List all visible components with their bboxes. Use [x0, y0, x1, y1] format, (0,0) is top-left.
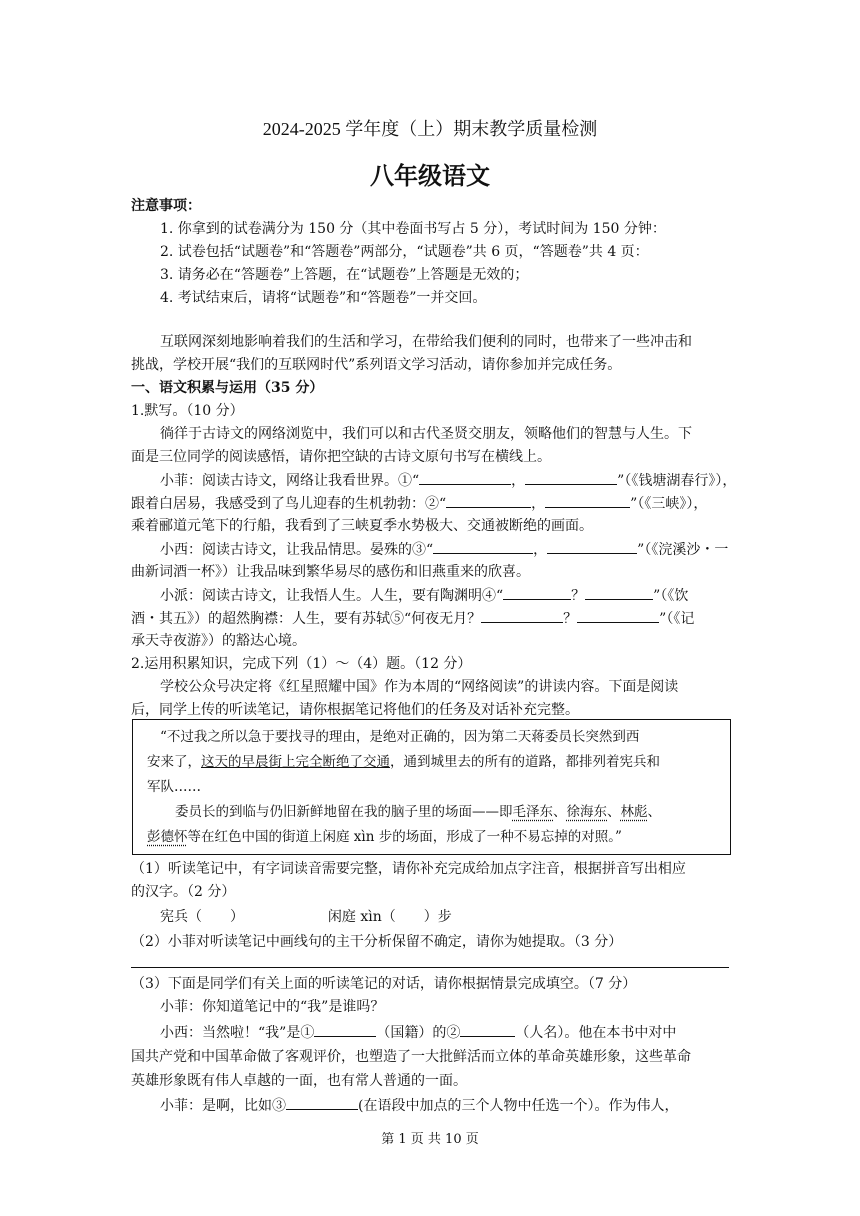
notice-heading: 注意事项： — [131, 198, 201, 214]
dotted-name: 徐海东 — [566, 804, 607, 820]
q1-xiaofei-line: 小菲：阅读古诗文，网络让我看世界。①“ ， ”（《钱塘湖春行》）， — [160, 469, 760, 493]
answer-blank[interactable] — [446, 492, 531, 508]
q1-xiaofei-line: 跟着白居易，我感受到了鸟儿迎春的生机勃勃：②“ ， ”（《三峡》）， — [131, 492, 731, 516]
q1-xiaoxi-line: 小西：阅读古诗文，让我品情思。晏殊的③“ ， ”（《浣溪沙・一 — [160, 538, 760, 562]
dotted-name: 彭德怀 — [147, 829, 188, 845]
q2-3-dialogue: 国共产党和中国革命做了客观评价，也塑造了一大批鲜活而立体的革命英雄形象，这些革命 — [131, 1049, 691, 1065]
answer-blank[interactable] — [503, 584, 571, 600]
note-line: 委员长的到临与仍旧新鲜地留在我的脑子里的场面——即毛泽东、徐海东、林彪、 — [175, 804, 661, 820]
intro-line: 互联网深刻地影响着我们的生活和学习，在带给我们便利的同时，也带来了一些冲击和 — [160, 334, 692, 350]
answer-blank[interactable] — [525, 469, 617, 485]
answer-blank[interactable] — [419, 469, 511, 485]
answer-blank[interactable] — [314, 1021, 376, 1037]
note-line: 彭德怀等在红色中国的街道上闲庭 xìn 步的场面，形成了一种不易忘掉的对照。” — [147, 829, 622, 845]
word-xianting[interactable]: 闲庭 xìn（ ）步 — [327, 909, 452, 925]
q1-text: 承天寺夜游》）的豁达心境。 — [131, 633, 306, 649]
q1-xiaopai-line: 小派：阅读古诗文，让我悟人生。人生，要有陶渊明④“ ？ ”（《饮 — [160, 584, 760, 608]
exam-title: 2024-2025 学年度（上）期末教学质量检测 — [262, 119, 598, 139]
q2-2-text: （2）小菲对听读笔记中画线句的主干分析保留不确定，请你为她提取。（3 分） — [131, 934, 623, 950]
notice-item: 2. 试卷包括“试题卷”和“答题卷”两部分，“试题卷”共 6 页，“答题卷”共 4 页： — [160, 244, 649, 260]
q1-text: 曲新词酒一杯》）让我品味到繁华易尽的感伤和旧燕重来的欣喜。 — [131, 564, 530, 580]
q2-text: 学校公众号决定将《红星照耀中国》作为本周的“网络阅读”的讲读内容。下面是阅读 — [160, 679, 679, 695]
dotted-name: 毛泽东 — [512, 804, 553, 820]
subject-title: 八年级语文 — [370, 161, 490, 190]
note-line: 军队…… — [147, 779, 201, 795]
question-2-title: 2.运用积累知识，完成下列（1）～（4）题。（12 分） — [131, 656, 472, 672]
notice-item: 1. 你拿到的试卷满分为 150 分（其中卷面书写占 5 分），考试时间为 150 分钟： — [160, 221, 666, 237]
page-footer: 第 1 页 共 10 页 — [381, 1132, 479, 1147]
word-xianbing[interactable]: 宪兵（ ） — [160, 909, 244, 925]
section-heading: 一、语文积累与运用（35 分） — [131, 380, 324, 396]
underlined-sentence: 这天的早晨街上完全断绝了交通 — [201, 754, 390, 770]
answer-blank[interactable] — [481, 607, 563, 623]
q2-text: 后，同学上传的听读笔记，请你根据笔记将他们的任务及对话补充完整。 — [131, 702, 579, 718]
answer-blank[interactable] — [433, 538, 533, 554]
answer-line[interactable] — [131, 967, 729, 968]
note-line: 安来了，这天的早晨街上完全断绝了交通，通到城里去的所有的道路，都排列着宪兵和 — [147, 754, 660, 770]
q2-1-text: （1）听读笔记中，有字词读音需要完整，请你补充完成给加点字注音，根据拼音写出相应 — [131, 861, 686, 877]
q2-3-dialogue: 小菲：你知道笔记中的“我”是谁吗？ — [160, 999, 385, 1015]
q1-text: 徜徉于古诗文的网络浏览中，我们可以和古代圣贤交朋友，领略他们的智慧与人生。下 — [160, 426, 692, 442]
q2-3-dialogue: 小西：当然啦！“我”是① （国籍）的② （人名）。他在本书中对中 — [160, 1021, 760, 1045]
q2-1-text: 的汉字。（2 分） — [131, 884, 236, 900]
q1-text: 乘着郦道元笔下的行船，我看到了三峡夏季水势极大、交通被断绝的画面。 — [131, 518, 593, 534]
q2-3-text: （3）下面是同学们有关上面的听读笔记的对话，请你根据情景完成填空。（7 分） — [131, 976, 637, 992]
answer-blank[interactable] — [585, 584, 653, 600]
answer-blank[interactable] — [577, 607, 659, 623]
answer-blank[interactable] — [547, 538, 637, 554]
notice-item: 4. 考试结束后，请将“试题卷”和“答题卷”一并交回。 — [160, 290, 487, 306]
answer-blank[interactable] — [460, 1021, 515, 1037]
question-1-title: 1.默写。（10 分） — [131, 403, 244, 419]
answer-blank[interactable] — [545, 492, 630, 508]
intro-line: 挑战，学校开展“我们的互联网时代”系列语文学习活动，请你参加并完成任务。 — [131, 357, 622, 373]
answer-blank[interactable] — [286, 1094, 358, 1110]
q2-3-dialogue: 英雄形象既有伟人卓越的一面，也有常人普通的一面。 — [131, 1073, 467, 1089]
q1-text: 面是三位同学的阅读感悟，请你把空缺的古诗文原句书写在横线上。 — [131, 449, 551, 465]
q2-1-words — [160, 906, 760, 929]
note-line: “不过我之所以急于要找寻的理由，是绝对正确的，因为第二天蒋委员长突然到西 — [160, 729, 640, 745]
notice-item: 3. 请务必在“答题卷”上答题，在“试题卷”上答题是无效的； — [160, 267, 529, 283]
q1-xiaopai-line: 酒・其五》）的超然胸襟：人生，要有苏轼⑤“何夜无月？ ？ ”（《记 — [131, 607, 731, 631]
dotted-name: 林彪 — [620, 804, 648, 820]
q2-3-dialogue: 小菲：是啊，比如③ (在语段中加点的三个人物中任选一个）。作为伟人， — [160, 1094, 760, 1118]
